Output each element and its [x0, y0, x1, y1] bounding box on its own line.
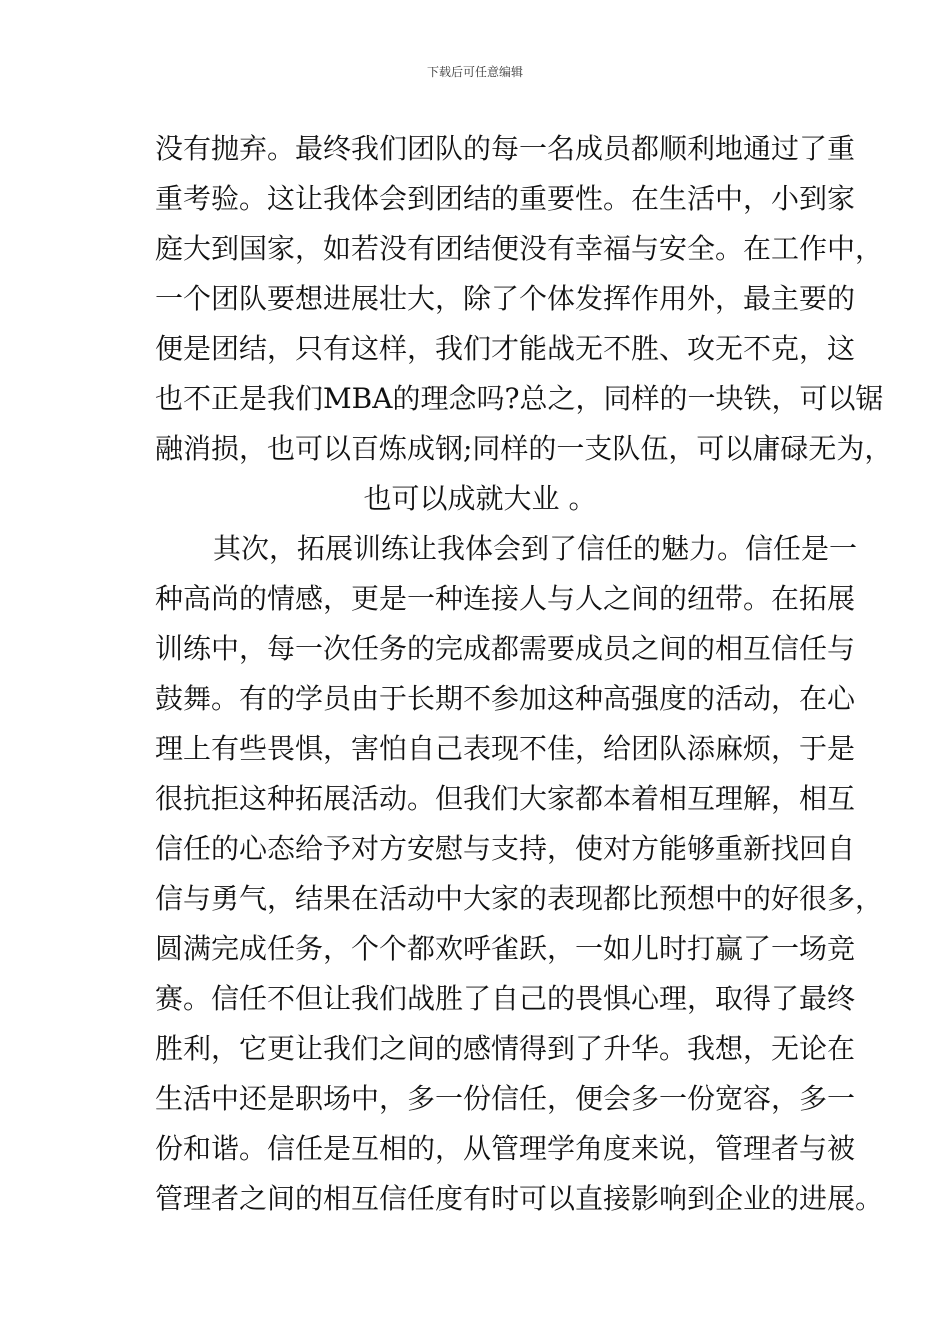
text-line: 理上有些畏惧，害怕自己表现不佳，给团队添麻烦，于是: [155, 732, 856, 765]
text-line: 庭大到国家，如若没有团结便没有幸福与安全。在工作中，: [155, 232, 884, 265]
text-line: 没有抛弃。最终我们团队的每一名成员都顺利地通过了重: [155, 132, 856, 165]
text-line: 赛。信任不但让我们战胜了自己的畏惧心理，取得了最终: [155, 982, 856, 1015]
text-line: 信与勇气，结果在活动中大家的表现都比预想中的好很多，: [155, 882, 884, 915]
text-line: 融消损，也可以百炼成钢;同样的一支队伍，可以庸碌无为，: [155, 432, 893, 465]
text-line: 也不正是我们MBA的理念吗?总之，同样的一块铁，可以锯: [155, 382, 884, 415]
text-line: 胜利，它更让我们之间的感情得到了升华。我想，无论在: [155, 1032, 856, 1065]
text-line: 重考验。这让我体会到团结的重要性。在生活中，小到家: [155, 182, 856, 215]
text-line: 圆满完成任务，个个都欢呼雀跃，一如儿时打赢了一场竞: [155, 932, 856, 965]
text-line: 信任的心态给予对方安慰与支持，使对方能够重新找回自: [155, 832, 856, 865]
text-line: 一个团队要想进展壮大，除了个体发挥作用外，最主要的: [155, 282, 856, 315]
text-line: 管理者之间的相互信任度有时可以直接影响到企业的进展。: [155, 1182, 884, 1215]
text-line: 很抗拒这种拓展活动。但我们大家都本着相互理解，相互: [155, 782, 856, 815]
text-line: 鼓舞。有的学员由于长期不参加这种高强度的活动，在心: [155, 682, 856, 715]
text-line: 种高尚的情感，更是一种连接人与人之间的纽带。在拓展: [155, 582, 856, 615]
text-line: 份和谐。信任是互相的，从管理学角度来说，管理者与被: [155, 1132, 856, 1165]
page-header: 下载后可任意编辑: [426, 65, 523, 79]
text-line: 便是团结，只有这样，我们才能战无不胜、攻无不克，这: [155, 332, 856, 365]
text-line: 生活中还是职场中，多一份信任，便会多一份宽容，多一: [155, 1082, 856, 1115]
text-line: 也可以成就大业 。: [363, 482, 597, 515]
text-line: 训练中，每一次任务的完成都需要成员之间的相互信任与: [155, 632, 856, 665]
paragraph-first-line: 其次，拓展训练让我体会到了信任的魅力。信任是一: [213, 532, 858, 565]
